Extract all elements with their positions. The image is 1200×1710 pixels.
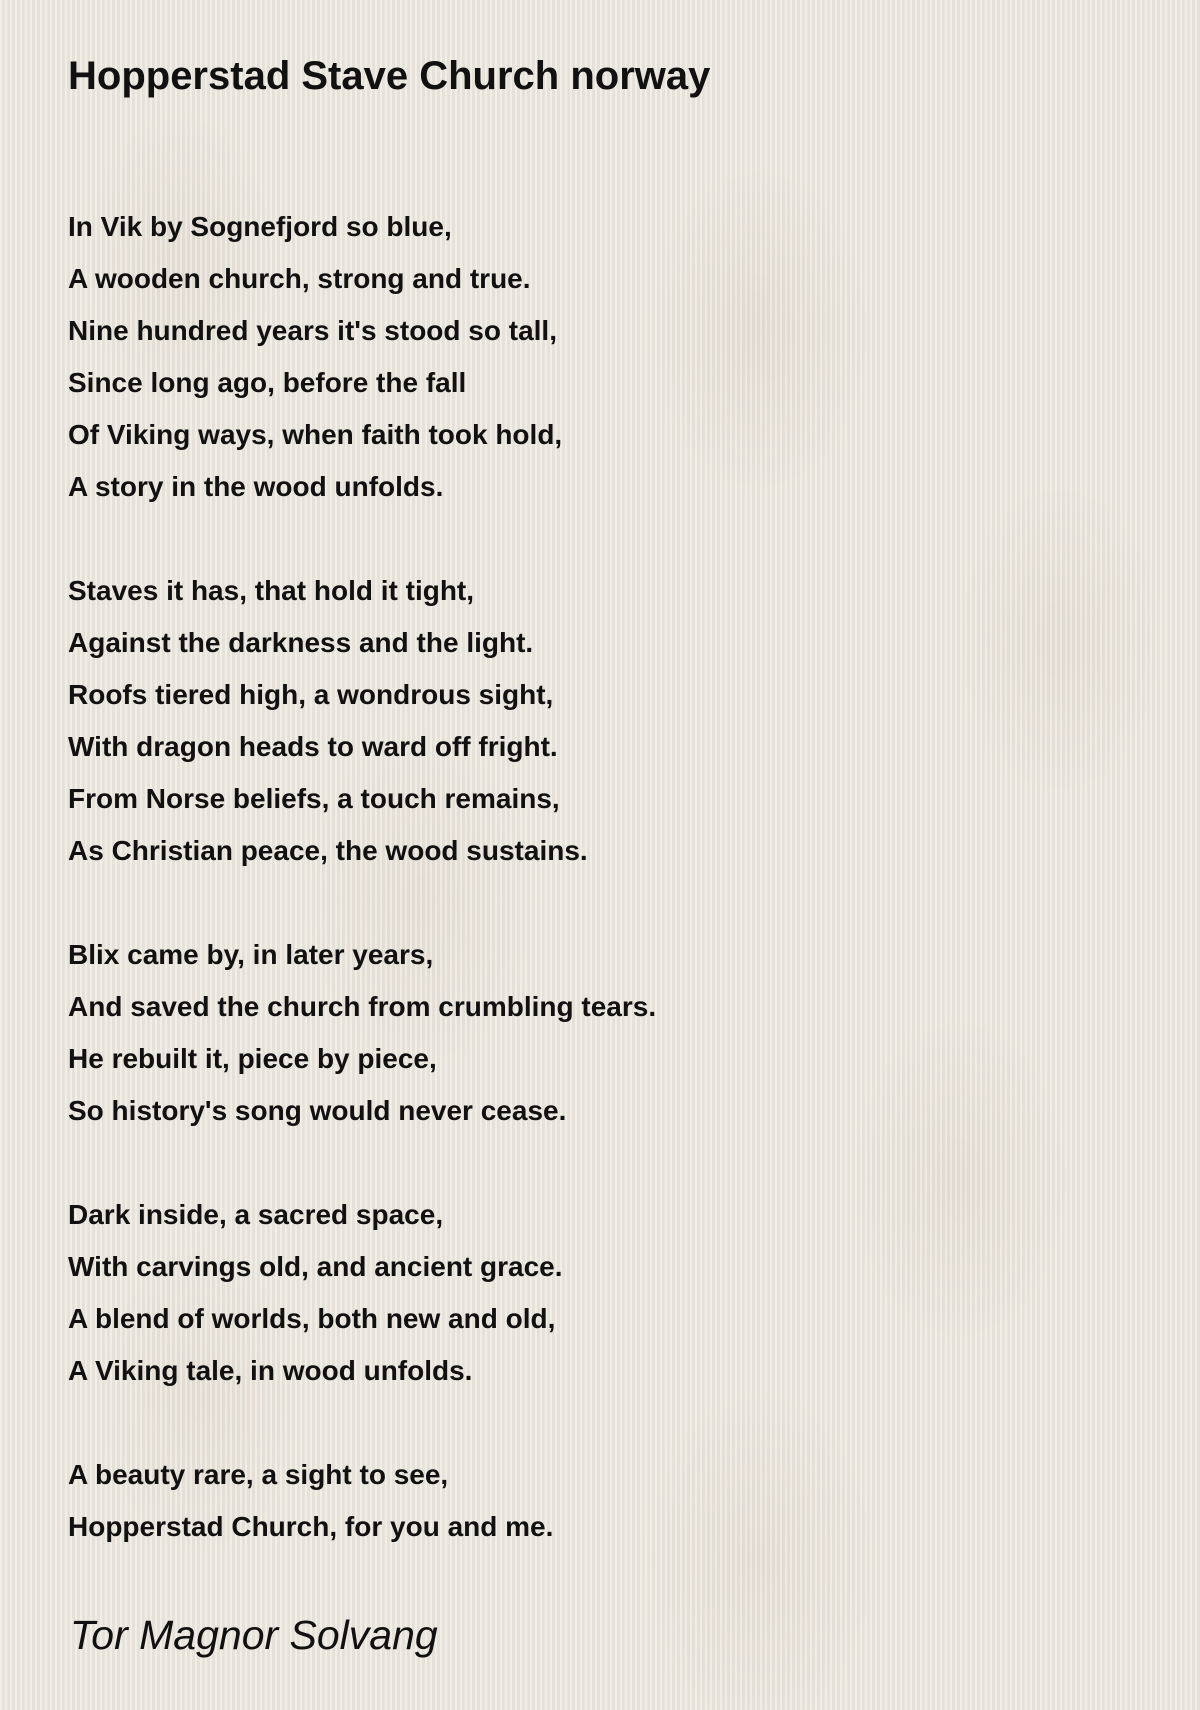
poem-line: From Norse beliefs, a touch remains,: [68, 783, 560, 814]
stanza-4: [68, 1189, 1068, 1397]
poem-line: A wooden church, strong and true.: [68, 263, 531, 294]
poem-line: Dark inside, a sacred space,: [68, 1199, 444, 1230]
poem-line: And saved the church from crumbling tears.: [68, 991, 657, 1022]
poem-line: Blix came by, in later years,: [68, 939, 434, 970]
poem-line: A beauty rare, a sight to see,: [68, 1459, 449, 1490]
poem-line: Against the darkness and the light.: [68, 627, 534, 658]
poem-author: Tor Magnor Solvang: [70, 1612, 438, 1658]
poem-line: With dragon heads to ward off fright.: [68, 731, 558, 762]
poem-line: He rebuilt it, piece by piece,: [68, 1043, 437, 1074]
poem-line: Since long ago, before the fall: [68, 367, 467, 398]
poem-line: Staves it has, that hold it tight,: [68, 575, 475, 606]
poem-line: With carvings old, and ancient grace.: [68, 1251, 563, 1282]
stanza-3: [68, 929, 1068, 1137]
poem-line: Of Viking ways, when faith took hold,: [68, 419, 563, 450]
poem-line: A blend of worlds, both new and old,: [68, 1303, 556, 1334]
stanza-5: [68, 1449, 1068, 1553]
poem-line: A Viking tale, in wood unfolds.: [68, 1355, 473, 1386]
poem-line: Hopperstad Church, for you and me.: [68, 1511, 554, 1542]
stanza-1: [68, 201, 1068, 513]
stanza-2: [68, 565, 1068, 877]
poem-line: In Vik by Sognefjord so blue,: [68, 211, 452, 242]
poem-line: As Christian peace, the wood sustains.: [68, 835, 588, 866]
poem-body: [68, 201, 1068, 1605]
poem-title: Hopperstad Stave Church norway: [68, 54, 711, 98]
poem-line: Roofs tiered high, a wondrous sight,: [68, 679, 554, 710]
poem-line: Nine hundred years it's stood so tall,: [68, 315, 557, 346]
poem-line: A story in the wood unfolds.: [68, 471, 444, 502]
poem-line: So history's song would never cease.: [68, 1095, 567, 1126]
